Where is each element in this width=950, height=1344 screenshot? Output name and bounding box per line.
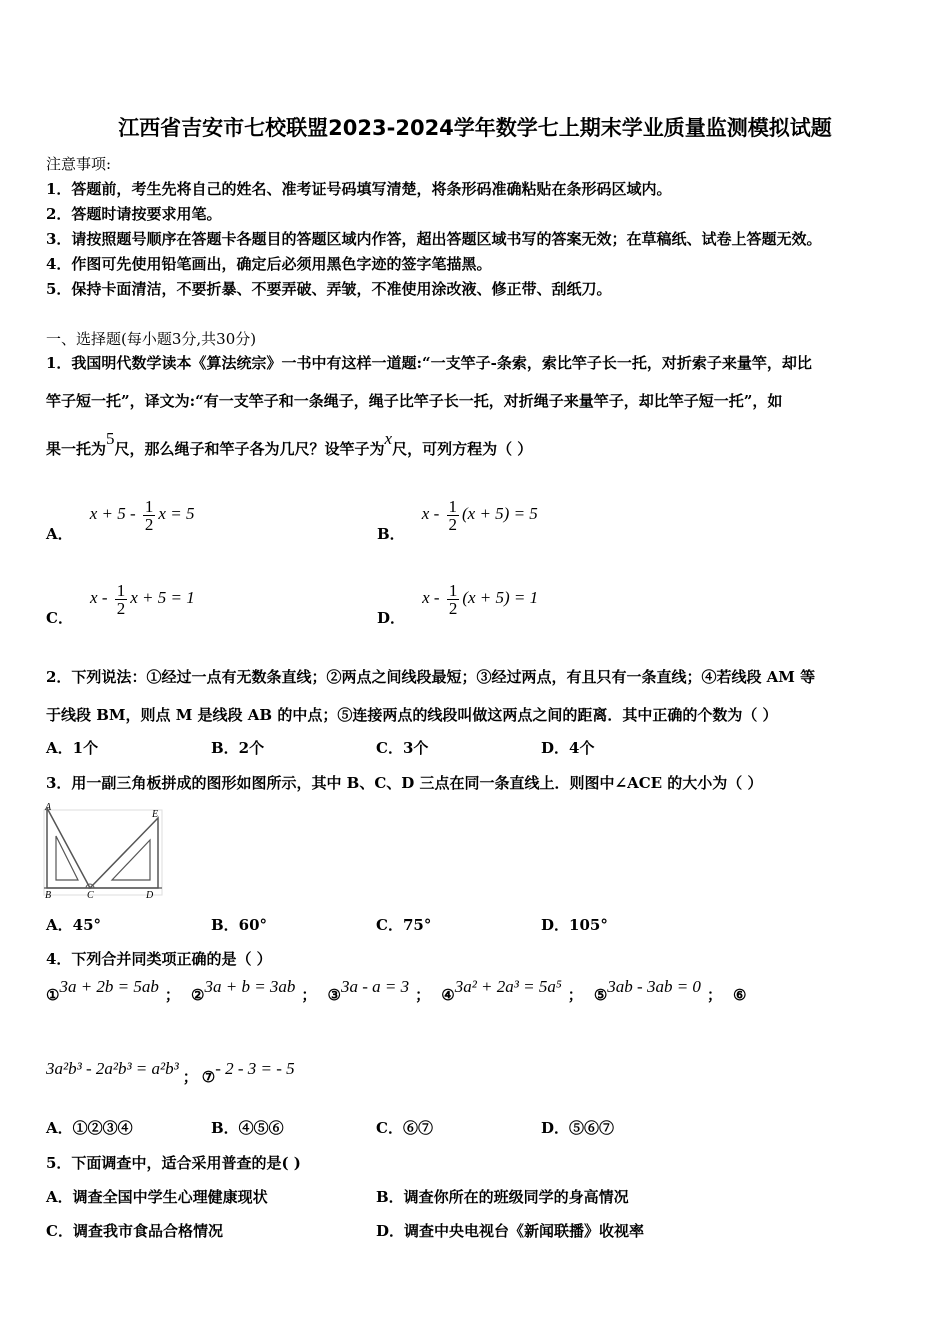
page-title: 江西省吉安市七校联盟2023-2024学年数学七上期末学业质量监测模拟试题 [118,116,832,140]
q3-figure [42,800,167,900]
q1-option-c[interactable]: C． x - $\frac{1}{2}$ x + 5 = 1 [46,581,195,628]
q5-option-a[interactable]: A．调查全国中学生心理健康现状 [46,1188,268,1206]
q2-option-c[interactable]: C．3个 [376,739,429,757]
label-e: E [152,809,159,820]
q2-text: 于线段 BM，则点 M 是线段 AB 的中点；⑤连接两点的线段叫做这两点之间的距离．其中正确的个数为（ ） [46,706,778,724]
q5-option-c[interactable]: C．调查我市食品合格情况 [46,1222,223,1240]
q1-option-d[interactable]: D． x - $\frac{1}{2}$ (x + 5) = 1 [377,581,539,628]
q1-text: 果一托为5尺，那么绳子和竿子各为几尺？设竿子为x尺，可列方程为（ ） [46,429,533,458]
label-b: B [45,890,52,900]
notice-item: 2．答题时请按要求用笔。 [46,205,222,223]
label-d: D [146,890,154,900]
q4-expression-row: ①3a + 2b = 5ab ； ②3a + b = 3ab ； ③3a - a = 3 ； ④3a² + 2a³ = 5a⁵ ； ⑤3ab - 3ab = 0 ； ⑥ [46,977,747,1004]
q1-option-a[interactable]: A． x + 5 - $\frac{1}{2}$ x = 5 [46,497,195,544]
q1-text: 竿子短一托”，译文为:“有一支竿子和一条绳子，绳子比竿子长一托，对折绳子来量竿子，却比竿子短一托”，如 [46,392,783,410]
q4-option-d[interactable]: D．⑤⑥⑦ [541,1119,615,1137]
section-heading: 一、选择题(每小题3分,共30分) [46,330,257,348]
notice-item: 1．答题前，考生先将自己的姓名、准考证号码填写清楚，将条形码准确粘贴在条形码区域内。 [46,180,672,198]
q2-option-a[interactable]: A．1个 [46,739,99,757]
q4-option-a[interactable]: A．①②③④ [46,1119,133,1137]
notice-item: 4．作图可先使用铅笔画出，确定后必须用黑色字迹的签字笔描黑。 [46,255,492,273]
q2-option-d[interactable]: D．4个 [541,739,595,757]
q5-option-b[interactable]: B．调查你所在的班级同学的身高情况 [376,1188,629,1206]
q3-option-b[interactable]: B．60° [211,916,268,934]
q1-x: x [384,429,393,448]
notice-item: 5．保持卡面清洁，不要折暴、不要弄破、弄皱，不准使用涂改液、修正带、刮纸刀。 [46,280,612,298]
triangle-figure [42,800,167,900]
q3-option-c[interactable]: C．75° [376,916,432,934]
q2-option-b[interactable]: B．2个 [211,739,265,757]
q3-text: 3．用一副三角板拼成的图形如图所示，其中 B、C、D 三点在同一条直线上．则图中∠ACE 的大小为（ ） [46,774,763,792]
q4-expression-row: 3a²b³ - 2a²b³ = a²b³ ； ⑦- 2 - 3 = - 5 [46,1059,295,1086]
label-a: A [45,802,52,813]
q1-option-b[interactable]: B． x - $\frac{1}{2}$ (x + 5) = 5 [377,497,538,544]
q3-option-d[interactable]: D．105° [541,916,608,934]
q5-option-d[interactable]: D．调查中央电视台《新闻联播》收视率 [376,1222,645,1240]
q5-text: 5．下面调查中，适合采用普查的是( ) [46,1154,301,1172]
q1-text: 1．我国明代数学读本《算法统宗》一书中有这样一道题:“一支竿子-条索，索比竿子长一托，对折索子来量竿，却比 [46,354,812,372]
q4-option-b[interactable]: B．④⑤⑥ [211,1119,284,1137]
q3-option-a[interactable]: A．45° [46,916,102,934]
notice-item: 3．请按照题号顺序在答题卡各题目的答题区域内作答，超出答题区域书写的答案无效；在草稿纸、试卷上答题无效。 [46,230,822,248]
q2-text: 2．下列说法：①经过一点有无数条直线；②两点之间线段最短；③经过两点，有且只有一条直线；④若线段 AM 等 [46,668,816,686]
notice-heading: 注意事项: [46,155,112,173]
q1-five: 5 [106,429,115,448]
q4-text: 4．下列合并同类项正确的是（ ） [46,950,272,968]
q4-option-c[interactable]: C．⑥⑦ [376,1119,433,1137]
label-c: C [87,890,94,900]
